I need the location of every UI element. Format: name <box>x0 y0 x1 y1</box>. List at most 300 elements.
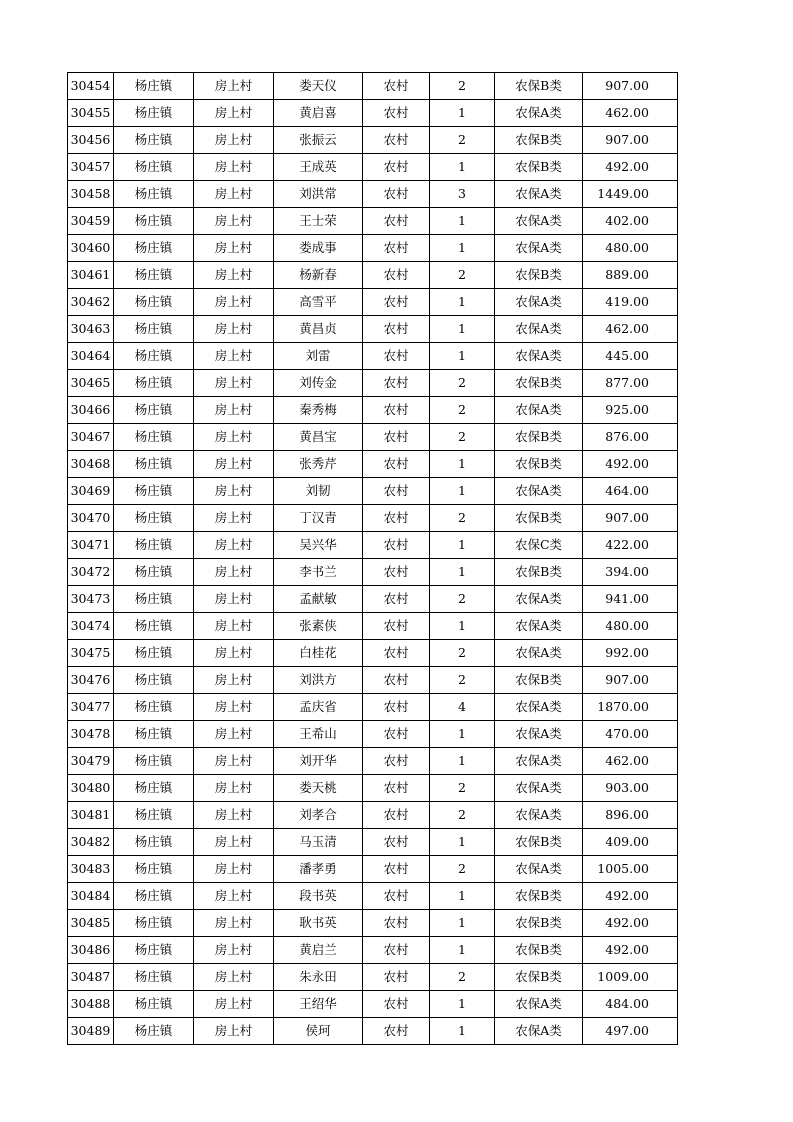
name-cell: 刘传金 <box>274 370 363 397</box>
town-cell: 杨庄镇 <box>114 370 194 397</box>
village-cell: 房上村 <box>194 154 274 181</box>
town-cell: 杨庄镇 <box>114 532 194 559</box>
town-cell: 杨庄镇 <box>114 640 194 667</box>
town-cell: 杨庄镇 <box>114 667 194 694</box>
household-count-cell: 1 <box>430 208 495 235</box>
row-id-cell: 30463 <box>68 316 114 343</box>
town-cell: 杨庄镇 <box>114 397 194 424</box>
insurance-category-cell: 农保B类 <box>495 910 583 937</box>
table-row <box>68 316 678 343</box>
name-cell: 张秀芹 <box>274 451 363 478</box>
amount-cell: 462.00 <box>583 100 678 127</box>
name-cell: 张素侠 <box>274 613 363 640</box>
table-row <box>68 937 678 964</box>
village-cell: 房上村 <box>194 937 274 964</box>
table-row <box>68 370 678 397</box>
insurance-category-cell: 农保B类 <box>495 937 583 964</box>
area-type-cell: 农村 <box>363 775 430 802</box>
village-cell: 房上村 <box>194 505 274 532</box>
table-row <box>68 721 678 748</box>
village-cell: 房上村 <box>194 343 274 370</box>
town-cell: 杨庄镇 <box>114 181 194 208</box>
household-count-cell: 1 <box>430 721 495 748</box>
town-cell: 杨庄镇 <box>114 316 194 343</box>
table-row <box>68 991 678 1018</box>
town-cell: 杨庄镇 <box>114 73 194 100</box>
name-cell: 刘洪方 <box>274 667 363 694</box>
village-cell: 房上村 <box>194 721 274 748</box>
amount-cell: 1009.00 <box>583 964 678 991</box>
insurance-category-cell: 农保B类 <box>495 505 583 532</box>
village-cell: 房上村 <box>194 100 274 127</box>
name-cell: 杨新春 <box>274 262 363 289</box>
amount-cell: 492.00 <box>583 154 678 181</box>
insurance-category-cell: 农保A类 <box>495 478 583 505</box>
household-count-cell: 2 <box>430 802 495 829</box>
household-count-cell: 2 <box>430 586 495 613</box>
household-count-cell: 1 <box>430 910 495 937</box>
amount-cell: 492.00 <box>583 883 678 910</box>
amount-cell: 903.00 <box>583 775 678 802</box>
area-type-cell: 农村 <box>363 721 430 748</box>
name-cell: 丁汉青 <box>274 505 363 532</box>
town-cell: 杨庄镇 <box>114 748 194 775</box>
household-count-cell: 1 <box>430 100 495 127</box>
town-cell: 杨庄镇 <box>114 802 194 829</box>
name-cell: 黄昌贞 <box>274 316 363 343</box>
household-count-cell: 2 <box>430 640 495 667</box>
household-count-cell: 3 <box>430 181 495 208</box>
amount-cell: 492.00 <box>583 451 678 478</box>
area-type-cell: 农村 <box>363 910 430 937</box>
row-id-cell: 30475 <box>68 640 114 667</box>
name-cell: 段书英 <box>274 883 363 910</box>
village-cell: 房上村 <box>194 262 274 289</box>
household-count-cell: 1 <box>430 991 495 1018</box>
table-row <box>68 586 678 613</box>
amount-cell: 480.00 <box>583 613 678 640</box>
insurance-category-cell: 农保B类 <box>495 883 583 910</box>
row-id-cell: 30461 <box>68 262 114 289</box>
amount-cell: 464.00 <box>583 478 678 505</box>
row-id-cell: 30471 <box>68 532 114 559</box>
amount-cell: 409.00 <box>583 829 678 856</box>
amount-cell: 462.00 <box>583 316 678 343</box>
table-row <box>68 559 678 586</box>
village-cell: 房上村 <box>194 559 274 586</box>
town-cell: 杨庄镇 <box>114 424 194 451</box>
insurance-category-cell: 农保B类 <box>495 964 583 991</box>
area-type-cell: 农村 <box>363 640 430 667</box>
village-cell: 房上村 <box>194 235 274 262</box>
name-cell: 马玉清 <box>274 829 363 856</box>
insurance-category-cell: 农保A类 <box>495 235 583 262</box>
household-count-cell: 1 <box>430 532 495 559</box>
table-row <box>68 154 678 181</box>
row-id-cell: 30479 <box>68 748 114 775</box>
village-cell: 房上村 <box>194 883 274 910</box>
amount-cell: 484.00 <box>583 991 678 1018</box>
name-cell: 吴兴华 <box>274 532 363 559</box>
table-row <box>68 127 678 154</box>
name-cell: 秦秀梅 <box>274 397 363 424</box>
village-cell: 房上村 <box>194 478 274 505</box>
town-cell: 杨庄镇 <box>114 208 194 235</box>
name-cell: 黄启兰 <box>274 937 363 964</box>
village-cell: 房上村 <box>194 829 274 856</box>
insurance-category-cell: 农保B类 <box>495 829 583 856</box>
table-row <box>68 802 678 829</box>
area-type-cell: 农村 <box>363 613 430 640</box>
town-cell: 杨庄镇 <box>114 721 194 748</box>
amount-cell: 889.00 <box>583 262 678 289</box>
insurance-category-cell: 农保A类 <box>495 694 583 721</box>
area-type-cell: 农村 <box>363 802 430 829</box>
area-type-cell: 农村 <box>363 667 430 694</box>
town-cell: 杨庄镇 <box>114 856 194 883</box>
table-row <box>68 829 678 856</box>
amount-cell: 907.00 <box>583 73 678 100</box>
village-cell: 房上村 <box>194 451 274 478</box>
row-id-cell: 30456 <box>68 127 114 154</box>
town-cell: 杨庄镇 <box>114 100 194 127</box>
village-cell: 房上村 <box>194 802 274 829</box>
village-cell: 房上村 <box>194 532 274 559</box>
household-count-cell: 1 <box>430 829 495 856</box>
row-id-cell: 30465 <box>68 370 114 397</box>
town-cell: 杨庄镇 <box>114 235 194 262</box>
household-count-cell: 2 <box>430 856 495 883</box>
town-cell: 杨庄镇 <box>114 559 194 586</box>
row-id-cell: 30458 <box>68 181 114 208</box>
insurance-category-cell: 农保A类 <box>495 721 583 748</box>
village-cell: 房上村 <box>194 397 274 424</box>
name-cell: 刘雷 <box>274 343 363 370</box>
table-row <box>68 208 678 235</box>
amount-cell: 402.00 <box>583 208 678 235</box>
insurance-category-cell: 农保A类 <box>495 856 583 883</box>
name-cell: 王绍华 <box>274 991 363 1018</box>
insurance-category-cell: 农保A类 <box>495 640 583 667</box>
household-count-cell: 1 <box>430 235 495 262</box>
amount-cell: 462.00 <box>583 748 678 775</box>
amount-cell: 445.00 <box>583 343 678 370</box>
town-cell: 杨庄镇 <box>114 586 194 613</box>
area-type-cell: 农村 <box>363 856 430 883</box>
village-cell: 房上村 <box>194 910 274 937</box>
table-row <box>68 910 678 937</box>
table-body <box>68 73 678 1045</box>
town-cell: 杨庄镇 <box>114 937 194 964</box>
row-id-cell: 30482 <box>68 829 114 856</box>
amount-cell: 1449.00 <box>583 181 678 208</box>
town-cell: 杨庄镇 <box>114 991 194 1018</box>
row-id-cell: 30460 <box>68 235 114 262</box>
amount-cell: 907.00 <box>583 667 678 694</box>
amount-cell: 1005.00 <box>583 856 678 883</box>
area-type-cell: 农村 <box>363 829 430 856</box>
village-cell: 房上村 <box>194 667 274 694</box>
town-cell: 杨庄镇 <box>114 289 194 316</box>
name-cell: 高雪平 <box>274 289 363 316</box>
table-row <box>68 289 678 316</box>
household-count-cell: 2 <box>430 775 495 802</box>
row-id-cell: 30477 <box>68 694 114 721</box>
amount-cell: 876.00 <box>583 424 678 451</box>
village-cell: 房上村 <box>194 586 274 613</box>
name-cell: 娄天桃 <box>274 775 363 802</box>
amount-cell: 394.00 <box>583 559 678 586</box>
table-row <box>68 613 678 640</box>
town-cell: 杨庄镇 <box>114 505 194 532</box>
table-row <box>68 748 678 775</box>
row-id-cell: 30457 <box>68 154 114 181</box>
village-cell: 房上村 <box>194 694 274 721</box>
insurance-category-cell: 农保A类 <box>495 343 583 370</box>
name-cell: 朱永田 <box>274 964 363 991</box>
household-count-cell: 1 <box>430 154 495 181</box>
name-cell: 黄昌宝 <box>274 424 363 451</box>
village-cell: 房上村 <box>194 613 274 640</box>
name-cell: 娄成事 <box>274 235 363 262</box>
table-row <box>68 424 678 451</box>
town-cell: 杨庄镇 <box>114 127 194 154</box>
amount-cell: 422.00 <box>583 532 678 559</box>
household-count-cell: 1 <box>430 451 495 478</box>
name-cell: 孟庆省 <box>274 694 363 721</box>
row-id-cell: 30476 <box>68 667 114 694</box>
table-row <box>68 73 678 100</box>
village-cell: 房上村 <box>194 424 274 451</box>
row-id-cell: 30468 <box>68 451 114 478</box>
row-id-cell: 30466 <box>68 397 114 424</box>
amount-cell: 492.00 <box>583 937 678 964</box>
town-cell: 杨庄镇 <box>114 343 194 370</box>
row-id-cell: 30480 <box>68 775 114 802</box>
household-count-cell: 1 <box>430 748 495 775</box>
table-row <box>68 775 678 802</box>
village-cell: 房上村 <box>194 856 274 883</box>
area-type-cell: 农村 <box>363 208 430 235</box>
insurance-category-cell: 农保B类 <box>495 262 583 289</box>
insurance-category-cell: 农保A类 <box>495 289 583 316</box>
village-cell: 房上村 <box>194 73 274 100</box>
row-id-cell: 30459 <box>68 208 114 235</box>
area-type-cell: 农村 <box>363 154 430 181</box>
row-id-cell: 30474 <box>68 613 114 640</box>
amount-cell: 470.00 <box>583 721 678 748</box>
insurance-category-cell: 农保A类 <box>495 316 583 343</box>
row-id-cell: 30481 <box>68 802 114 829</box>
town-cell: 杨庄镇 <box>114 154 194 181</box>
village-cell: 房上村 <box>194 1018 274 1045</box>
row-id-cell: 30483 <box>68 856 114 883</box>
table-row <box>68 667 678 694</box>
amount-cell: 925.00 <box>583 397 678 424</box>
amount-cell: 877.00 <box>583 370 678 397</box>
area-type-cell: 农村 <box>363 100 430 127</box>
household-count-cell: 1 <box>430 613 495 640</box>
area-type-cell: 农村 <box>363 991 430 1018</box>
area-type-cell: 农村 <box>363 937 430 964</box>
village-cell: 房上村 <box>194 640 274 667</box>
household-count-cell: 2 <box>430 667 495 694</box>
area-type-cell: 农村 <box>363 343 430 370</box>
village-cell: 房上村 <box>194 127 274 154</box>
name-cell: 刘开华 <box>274 748 363 775</box>
area-type-cell: 农村 <box>363 748 430 775</box>
insurance-category-cell: 农保A类 <box>495 1018 583 1045</box>
name-cell: 刘孝合 <box>274 802 363 829</box>
amount-cell: 1870.00 <box>583 694 678 721</box>
household-count-cell: 1 <box>430 478 495 505</box>
area-type-cell: 农村 <box>363 964 430 991</box>
insurance-category-cell: 农保B类 <box>495 424 583 451</box>
amount-cell: 896.00 <box>583 802 678 829</box>
amount-cell: 992.00 <box>583 640 678 667</box>
area-type-cell: 农村 <box>363 235 430 262</box>
amount-cell: 419.00 <box>583 289 678 316</box>
data-table <box>67 72 678 1045</box>
table-row <box>68 640 678 667</box>
area-type-cell: 农村 <box>363 316 430 343</box>
name-cell: 孟献敏 <box>274 586 363 613</box>
insurance-category-cell: 农保A类 <box>495 748 583 775</box>
table-row <box>68 856 678 883</box>
area-type-cell: 农村 <box>363 181 430 208</box>
town-cell: 杨庄镇 <box>114 883 194 910</box>
table-row <box>68 505 678 532</box>
insurance-category-cell: 农保A类 <box>495 775 583 802</box>
town-cell: 杨庄镇 <box>114 694 194 721</box>
row-id-cell: 30486 <box>68 937 114 964</box>
area-type-cell: 农村 <box>363 424 430 451</box>
town-cell: 杨庄镇 <box>114 262 194 289</box>
household-count-cell: 2 <box>430 505 495 532</box>
household-count-cell: 2 <box>430 127 495 154</box>
table-row <box>68 181 678 208</box>
area-type-cell: 农村 <box>363 883 430 910</box>
insurance-category-cell: 农保A类 <box>495 208 583 235</box>
insurance-category-cell: 农保B类 <box>495 73 583 100</box>
village-cell: 房上村 <box>194 316 274 343</box>
area-type-cell: 农村 <box>363 532 430 559</box>
row-id-cell: 30478 <box>68 721 114 748</box>
amount-cell: 492.00 <box>583 910 678 937</box>
row-id-cell: 30454 <box>68 73 114 100</box>
village-cell: 房上村 <box>194 964 274 991</box>
household-count-cell: 1 <box>430 289 495 316</box>
row-id-cell: 30473 <box>68 586 114 613</box>
village-cell: 房上村 <box>194 208 274 235</box>
name-cell: 黄启喜 <box>274 100 363 127</box>
table-row <box>68 451 678 478</box>
town-cell: 杨庄镇 <box>114 478 194 505</box>
village-cell: 房上村 <box>194 748 274 775</box>
village-cell: 房上村 <box>194 181 274 208</box>
table-row <box>68 532 678 559</box>
insurance-category-cell: 农保B类 <box>495 127 583 154</box>
household-count-cell: 2 <box>430 964 495 991</box>
row-id-cell: 30484 <box>68 883 114 910</box>
town-cell: 杨庄镇 <box>114 775 194 802</box>
household-count-cell: 1 <box>430 343 495 370</box>
name-cell: 张振云 <box>274 127 363 154</box>
insurance-category-cell: 农保B类 <box>495 451 583 478</box>
row-id-cell: 30487 <box>68 964 114 991</box>
row-id-cell: 30455 <box>68 100 114 127</box>
amount-cell: 907.00 <box>583 505 678 532</box>
area-type-cell: 农村 <box>363 478 430 505</box>
name-cell: 白桂花 <box>274 640 363 667</box>
name-cell: 娄天仪 <box>274 73 363 100</box>
amount-cell: 907.00 <box>583 127 678 154</box>
row-id-cell: 30485 <box>68 910 114 937</box>
area-type-cell: 农村 <box>363 586 430 613</box>
town-cell: 杨庄镇 <box>114 613 194 640</box>
household-count-cell: 1 <box>430 1018 495 1045</box>
village-cell: 房上村 <box>194 775 274 802</box>
amount-cell: 497.00 <box>583 1018 678 1045</box>
insurance-category-cell: 农保A类 <box>495 613 583 640</box>
area-type-cell: 农村 <box>363 1018 430 1045</box>
row-id-cell: 30488 <box>68 991 114 1018</box>
area-type-cell: 农村 <box>363 127 430 154</box>
household-count-cell: 2 <box>430 397 495 424</box>
insurance-category-cell: 农保B类 <box>495 154 583 181</box>
insurance-category-cell: 农保C类 <box>495 532 583 559</box>
insurance-category-cell: 农保B类 <box>495 559 583 586</box>
household-count-cell: 2 <box>430 424 495 451</box>
table-row <box>68 883 678 910</box>
household-count-cell: 2 <box>430 262 495 289</box>
area-type-cell: 农村 <box>363 262 430 289</box>
town-cell: 杨庄镇 <box>114 1018 194 1045</box>
table-row <box>68 694 678 721</box>
amount-cell: 480.00 <box>583 235 678 262</box>
town-cell: 杨庄镇 <box>114 829 194 856</box>
household-count-cell: 2 <box>430 370 495 397</box>
household-count-cell: 2 <box>430 73 495 100</box>
area-type-cell: 农村 <box>363 370 430 397</box>
household-count-cell: 1 <box>430 937 495 964</box>
household-count-cell: 1 <box>430 883 495 910</box>
town-cell: 杨庄镇 <box>114 964 194 991</box>
row-id-cell: 30464 <box>68 343 114 370</box>
village-cell: 房上村 <box>194 289 274 316</box>
village-cell: 房上村 <box>194 991 274 1018</box>
table-row <box>68 964 678 991</box>
table-row <box>68 343 678 370</box>
area-type-cell: 农村 <box>363 505 430 532</box>
insurance-category-cell: 农保A类 <box>495 100 583 127</box>
area-type-cell: 农村 <box>363 73 430 100</box>
insurance-category-cell: 农保A类 <box>495 586 583 613</box>
insurance-category-cell: 农保A类 <box>495 991 583 1018</box>
area-type-cell: 农村 <box>363 451 430 478</box>
insurance-category-cell: 农保A类 <box>495 181 583 208</box>
insurance-category-cell: 农保B类 <box>495 667 583 694</box>
name-cell: 王士荣 <box>274 208 363 235</box>
insurance-category-cell: 农保A类 <box>495 397 583 424</box>
insurance-category-cell: 农保A类 <box>495 802 583 829</box>
row-id-cell: 30469 <box>68 478 114 505</box>
table-row <box>68 262 678 289</box>
amount-cell: 941.00 <box>583 586 678 613</box>
table-row <box>68 235 678 262</box>
household-count-cell: 1 <box>430 316 495 343</box>
row-id-cell: 30472 <box>68 559 114 586</box>
